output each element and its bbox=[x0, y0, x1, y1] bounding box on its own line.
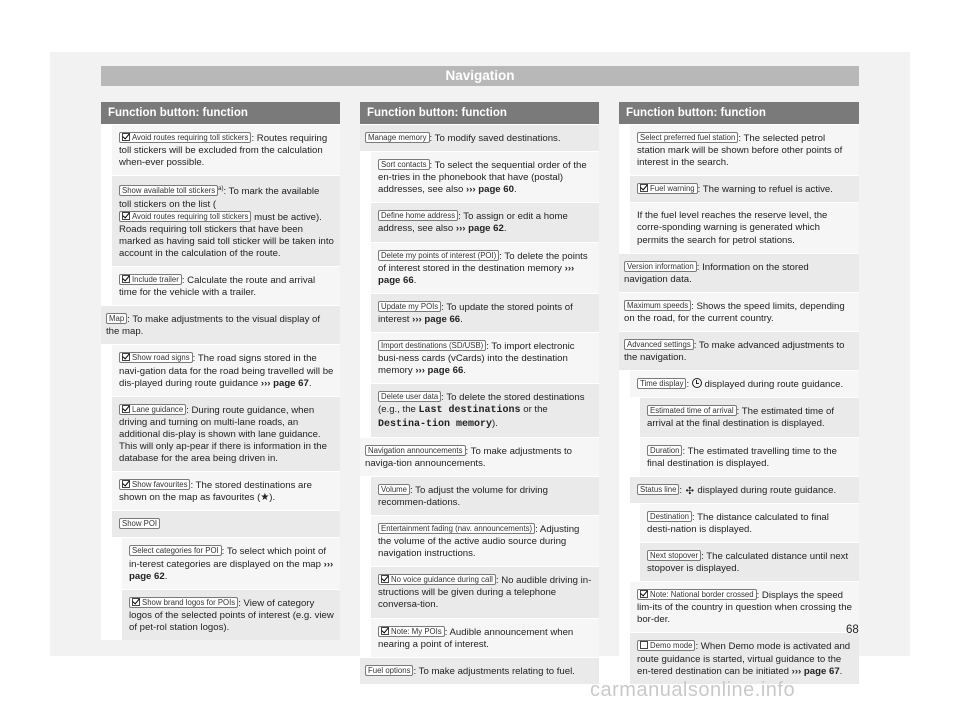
table-row: Next stopover : The calculated distance until next stopover is displayed. bbox=[619, 542, 859, 581]
table-row: Navigation announcements : To make adjustments to naviga-tion announcements. bbox=[360, 437, 599, 476]
table-row: Avoid routes requiring toll stickers : Routes requiring toll stickers will be excluded from the calculation when-ever possible. bbox=[101, 124, 340, 175]
select-poi-categories-button[interactable]: Select categories for POI bbox=[129, 545, 222, 556]
delete-my-poi-button[interactable]: Delete my points of interest (POI) bbox=[378, 250, 499, 261]
table-row: No voice guidance during call : No audible driving in-structions will be given during a telephone conversa-tion. bbox=[360, 566, 599, 617]
table-row: Delete my points of interest (POI) : To delete the points of interest stored in the destination memory ››› page 66. bbox=[360, 242, 599, 293]
show-poi-button[interactable]: Show POI bbox=[119, 518, 160, 529]
table-row bbox=[101, 510, 340, 537]
sort-contacts-button[interactable]: Sort contacts bbox=[378, 159, 430, 170]
no-voice-guidance-button[interactable]: No voice guidance during call bbox=[378, 574, 496, 585]
estimated-time-of-arrival-button[interactable]: Estimated time of arrival bbox=[647, 405, 737, 416]
update-my-pois-button[interactable]: Update my POIs bbox=[378, 301, 441, 312]
watermark: carmanualsonline.info bbox=[590, 679, 796, 701]
checkbox-checked-icon bbox=[640, 590, 648, 598]
fuel-options-button[interactable]: Fuel options bbox=[365, 665, 413, 676]
checkbox-checked-icon bbox=[381, 575, 389, 583]
define-home-address-button[interactable]: Define home address bbox=[378, 210, 458, 221]
table-row: Note: My POIs : Audible announcement when nearing a point of interest. bbox=[360, 618, 599, 657]
table-row: Note: National border crossed : Displays the speed lim-its of the country in question when crossing the bor-der. bbox=[619, 581, 859, 632]
checkbox-checked-icon bbox=[132, 598, 140, 606]
star-icon: ★ bbox=[260, 492, 270, 504]
checkbox-checked-icon bbox=[122, 405, 130, 413]
table-row: Fuel warning : The warning to refuel is active. bbox=[619, 175, 859, 202]
delete-user-data-button[interactable]: Delete user data bbox=[378, 391, 441, 402]
table-row: Entertainment fading (nav. announcements) : Adjusting the volume of the active audio source during navigation instructions. bbox=[360, 515, 599, 566]
table-row: Define home address : To assign or edit a home address, see also ››› page 62. bbox=[360, 202, 599, 241]
page-header: Navigation bbox=[101, 66, 859, 86]
checkbox-checked-icon bbox=[381, 627, 389, 635]
import-destinations-button[interactable]: Import destinations (SD/USB) bbox=[378, 340, 486, 351]
maximum-speeds-button[interactable]: Maximum speeds bbox=[624, 300, 691, 311]
show-toll-stickers-button[interactable]: Show available toll stickers bbox=[119, 185, 218, 196]
lane-guidance-button[interactable]: Lane guidance bbox=[119, 404, 186, 415]
table-column-1 bbox=[101, 102, 340, 633]
next-stopover-button[interactable]: Next stopover bbox=[647, 550, 701, 561]
table-row: Version information : Information on the stored navigation data. bbox=[619, 253, 859, 292]
show-road-signs-button[interactable]: Show road signs bbox=[119, 352, 193, 363]
version-information-button[interactable]: Version information bbox=[624, 261, 697, 272]
column-title: Function button: function bbox=[101, 102, 340, 124]
checkbox-unchecked-icon bbox=[640, 641, 648, 649]
national-border-crossed-button[interactable]: Note: National border crossed bbox=[637, 589, 757, 600]
table-row: Sort contacts : To select the sequential order of the en-tries in the phonebook that have (postal) addresses, see also ››› page 60. bbox=[360, 151, 599, 202]
compass-icon: ✣ bbox=[685, 485, 694, 497]
column-title: Function button: function bbox=[619, 102, 859, 124]
table-row: Manage memory : To modify saved destinations. bbox=[360, 124, 599, 151]
table-row: Advanced settings : To make advanced adjustments to the navigation. bbox=[619, 331, 859, 370]
table-row: Import destinations (SD/USB) : To import electronic busi-ness cards (vCards) into the destination memory ››› page 66. bbox=[360, 332, 599, 383]
checkbox-checked-icon bbox=[122, 353, 130, 361]
page-number: 68 bbox=[846, 624, 859, 636]
table-row: Update my POIs : To update the stored points of interest ››› page 66. bbox=[360, 293, 599, 332]
table-row: Destination : The distance calculated to final desti-nation is displayed. bbox=[619, 503, 859, 542]
show-favourites-button[interactable]: Show favourites bbox=[119, 479, 190, 490]
include-trailer-button[interactable]: Include trailer bbox=[119, 274, 182, 285]
table-row: Time display : displayed during route guidance. bbox=[619, 370, 859, 397]
table-row: Select preferred fuel station : The selected petrol station mark will be shown before other points of interest in the search. bbox=[619, 124, 859, 175]
table-row: Select categories for POI : To select which point of in-terest categories are displayed on the map ››› page 62. bbox=[101, 537, 340, 588]
table-column-3 bbox=[619, 102, 859, 677]
duration-button[interactable]: Duration bbox=[647, 445, 682, 456]
clock-icon bbox=[692, 378, 702, 388]
table-row: Lane guidance : During route guidance, when driving and turning on multi-lane roads, an additional dis-play is shown with lane guidance. This will only ap-pear if there is information in the database for the area being driven in. bbox=[101, 396, 340, 471]
show-brand-logos-button[interactable]: Show brand logos for POIs bbox=[129, 597, 238, 608]
table-row: Status line : ✣ displayed during route guidance. bbox=[619, 476, 859, 503]
advanced-settings-button[interactable]: Advanced settings bbox=[624, 339, 694, 350]
table-row: If the fuel level reaches the reserve level, the corre-sponding warning is generated which permits the search for petrol stations. bbox=[619, 202, 859, 252]
demo-mode-button[interactable]: Demo mode bbox=[637, 640, 695, 651]
table-row: Fuel options : To make adjustments relating to fuel. bbox=[360, 657, 599, 684]
table-row: Volume : To adjust the volume for driving recommen-dations. bbox=[360, 476, 599, 515]
table-row: Include trailer : Calculate the route and arrival time for the vehicle with a trailer. bbox=[101, 266, 340, 305]
destination-button[interactable]: Destination bbox=[647, 511, 692, 522]
avoid-toll-stickers-button[interactable]: Avoid routes requiring toll stickers bbox=[119, 132, 251, 143]
table-row: Demo mode : When Demo mode is activated and route guidance is started, virtual guidance to the en-tered destination can be initiated ››› page 67. bbox=[619, 632, 859, 683]
checkbox-checked-icon bbox=[122, 212, 130, 220]
table-row: Maximum speeds : Shows the speed limits, depending on the road, for the current country. bbox=[619, 292, 859, 331]
table-row: Show road signs : The road signs stored in the navi-gation data for the road being travelled will be dis-played during route guidance ››› page 67. bbox=[101, 344, 340, 395]
table-row: Show favourites : The stored destinations are shown on the map as favourites (★). bbox=[101, 471, 340, 510]
map-button[interactable]: Map bbox=[106, 313, 127, 324]
table-row: Duration : The estimated travelling time to the final destination is displayed. bbox=[619, 437, 859, 476]
column-title: Function button: function bbox=[360, 102, 599, 124]
table-row: Show brand logos for POIs : View of category logos of the selected points of interest (e.g. view of pet-rol station logos). bbox=[101, 589, 340, 640]
manage-memory-button[interactable]: Manage memory bbox=[365, 132, 430, 143]
checkbox-checked-icon bbox=[122, 275, 130, 283]
navigation-announcements-button[interactable]: Navigation announcements bbox=[365, 445, 466, 456]
status-line-button[interactable]: Status line bbox=[637, 484, 679, 495]
table-row: Estimated time of arrival : The estimated time of arrival at the final destination is displayed. bbox=[619, 397, 859, 436]
fuel-warning-button[interactable]: Fuel warning bbox=[637, 183, 698, 194]
checkbox-checked-icon bbox=[640, 184, 648, 192]
table-row: Map : To make adjustments to the visual display of the map. bbox=[101, 305, 340, 344]
table-row: Delete user data : To delete the stored destinations (e.g., the Last destinations or the Destina-tion memory). bbox=[360, 383, 599, 436]
checkbox-checked-icon bbox=[122, 133, 130, 141]
table-column-2 bbox=[360, 102, 599, 677]
select-preferred-fuel-station-button[interactable]: Select preferred fuel station bbox=[637, 132, 738, 143]
avoid-toll-stickers-button[interactable]: Avoid routes requiring toll stickers bbox=[119, 211, 251, 222]
checkbox-checked-icon bbox=[122, 480, 130, 488]
note-my-pois-button[interactable]: Note: My POIs bbox=[378, 626, 445, 637]
volume-button[interactable]: Volume bbox=[378, 484, 410, 495]
table-row: Show available toll stickers $^{a)}$: To mark the available toll stickers on the list (Avoid routes requiring toll stickers must be active). Roads requiring toll stickers that have been marked as having said toll sticker will be taken into account in the calculation of the route. bbox=[101, 175, 340, 266]
time-display-button[interactable]: Time display bbox=[637, 378, 686, 389]
entertainment-fading-button[interactable]: Entertainment fading (nav. announcements) bbox=[378, 523, 535, 534]
